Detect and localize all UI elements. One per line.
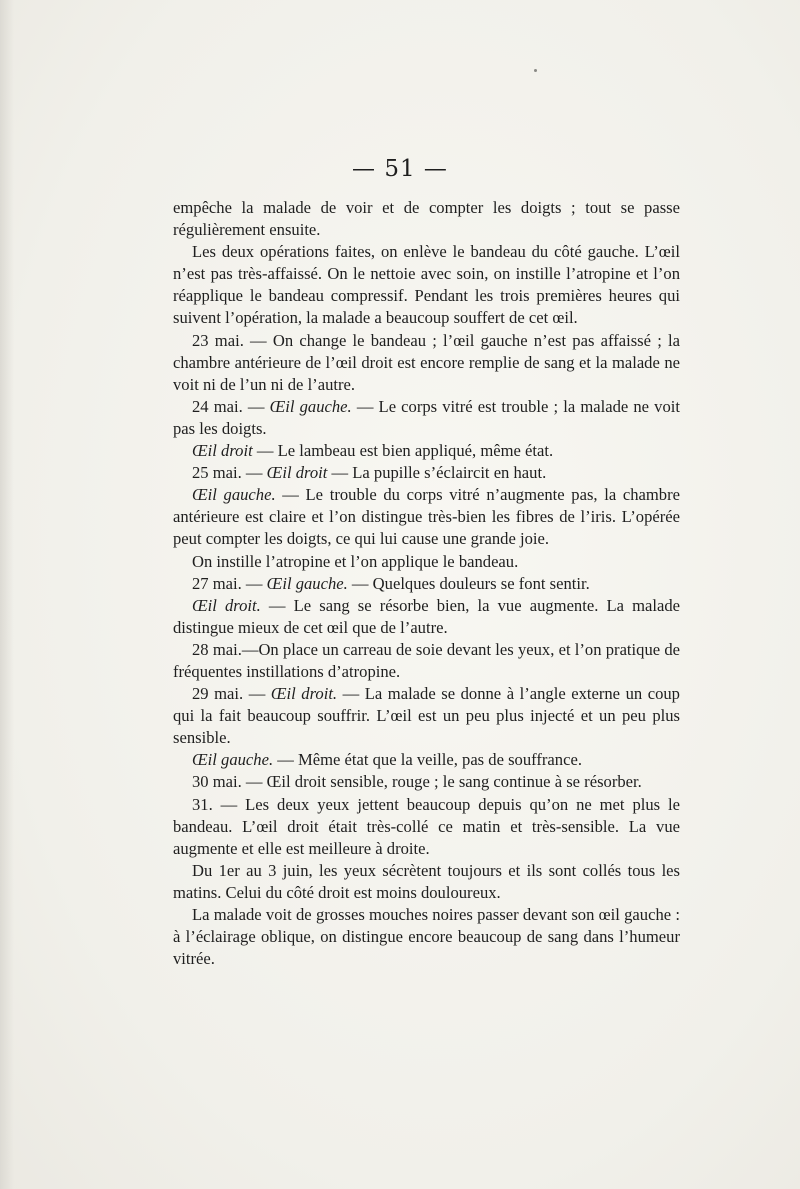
text-segment: 28 mai.—On place un carreau de soie devant les yeux, et l’on pratique de fréquentes instillations d’atropine. xyxy=(173,639,680,681)
italic-text: Œil droit. xyxy=(270,684,338,704)
text-segment: — Le trouble du corps vitré n’augmente pas, la chambre antérieure est claire et l’on distingue très-bien les fibres de l’iris. L’opérée peut compter les doigts, ce qui lui cause une grande joie. xyxy=(173,485,680,549)
paragraph xyxy=(173,794,680,860)
paragraph xyxy=(173,197,680,241)
paragraph xyxy=(173,749,680,771)
paragraph xyxy=(173,595,680,639)
text-segment: — Même état que la veille, pas de souffrance. xyxy=(273,750,582,770)
paragraph xyxy=(173,396,680,440)
text-segment: La malade voit de grosses mouches noires passer devant son œil gauche : à l’éclairage oblique, on distingue encore beaucoup de sang dans l’humeur vitrée. xyxy=(173,905,680,969)
body-text xyxy=(173,197,680,970)
italic-text: Œil gauche. xyxy=(266,573,348,593)
paragraph xyxy=(173,573,680,595)
text-segment: 27 mai. — xyxy=(192,573,267,593)
text-segment: 29 mai. — xyxy=(192,684,271,704)
paragraph xyxy=(173,860,680,904)
italic-text: Œil gauche. xyxy=(269,396,352,416)
text-segment: 24 mai. — xyxy=(192,396,270,416)
page-number: — 51 — xyxy=(352,156,448,182)
paragraph xyxy=(173,551,680,573)
paragraph xyxy=(173,440,680,462)
text-segment: — Le lambeau est bien appliqué, même état. xyxy=(252,441,554,461)
italic-text: Œil gauche. xyxy=(192,485,276,505)
italic-text: Œil droit xyxy=(192,441,253,461)
text-segment: On instille l’atropine et l’on applique le bandeau. xyxy=(192,551,519,571)
text-segment: 30 mai. — Œil droit sensible, rouge ; le sang continue à se résorber. xyxy=(192,772,642,792)
italic-text: Œil droit xyxy=(266,463,328,483)
text-segment: — Le sang se résorbe bien, la vue augmente. La malade distingue mieux de cet œil que de l’autre. xyxy=(173,595,680,637)
paragraph xyxy=(173,639,680,683)
paragraph xyxy=(173,330,680,396)
text-segment: 31. — Les deux yeux jettent beaucoup depuis qu’on ne met plus le bandeau. L’œil droit était très-collé ce matin et très-sensible. La vue augmente et elle est meilleure à droite. xyxy=(173,794,680,858)
text-segment: — Quelques douleurs se font sentir. xyxy=(347,573,590,593)
text-segment: — La malade se donne à l’angle externe un coup qui la fait beaucoup souffrir. L’œil est un peu plus injecté et un peu plus sensible. xyxy=(173,684,680,748)
text-segment: Du 1er au 3 juin, les yeux sécrètent toujours et ils sont collés tous les matins. Celui du côté droit est moins douloureux. xyxy=(173,860,680,902)
paragraph xyxy=(173,683,680,749)
text-segment: Les deux opérations faites, on enlève le bandeau du côté gauche. L’œil n’est pas très-affaissé. On le nettoie avec soin, on instille l’atropine et l’on réapplique le bandeau compressif. Pendant les trois premières heures qui suivent l’opération, la malade a beaucoup souffert de cet œil. xyxy=(173,242,680,328)
text-segment: empêche la malade de voir et de compter les doigts ; tout se passe régulièrement ensuite. xyxy=(173,198,680,240)
text-segment: — La pupille s’éclaircit en haut. xyxy=(327,463,547,483)
text-segment: 25 mai. — xyxy=(192,463,267,483)
paragraph xyxy=(173,904,680,970)
paragraph xyxy=(173,771,680,793)
italic-text: Œil gauche. xyxy=(192,750,274,770)
italic-text: Œil droit. xyxy=(192,595,261,615)
paper-speck xyxy=(534,69,537,72)
text-segment: 23 mai. — On change le bandeau ; l’œil gauche n’est pas affaissé ; la chambre antérieure de l’œil droit est encore remplie de sang et la malade ne voit ni de l’un ni de l’autre. xyxy=(173,330,680,394)
paragraph xyxy=(173,484,680,550)
text-segment: — Le corps vitré est trouble ; la malade ne voit pas les doigts. xyxy=(173,396,680,438)
paragraph xyxy=(173,241,680,329)
paragraph xyxy=(173,462,680,484)
